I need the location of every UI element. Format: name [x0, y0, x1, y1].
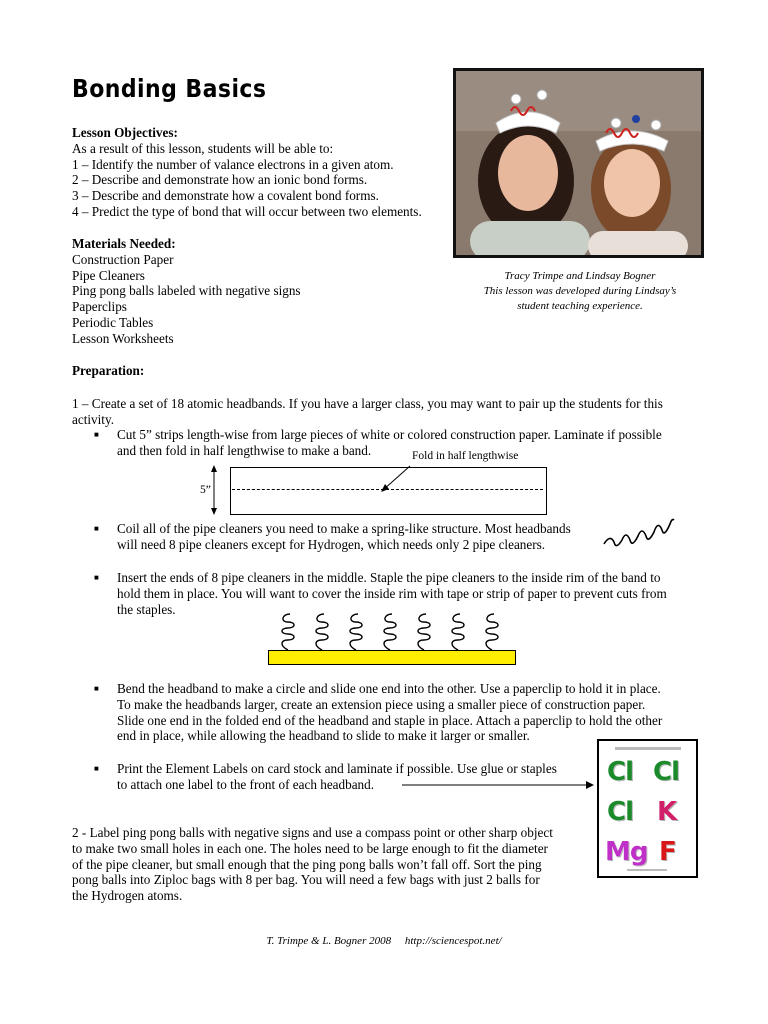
dimension-arrow-top [211, 465, 217, 472]
materials-section [72, 236, 452, 347]
fold-label: Fold in half lengthwise [412, 450, 519, 462]
material-item: Ping pong balls labeled with negative signs [72, 283, 301, 299]
fold-line [232, 489, 543, 490]
objective-item: 2 – Describe and demonstrate how an ionic bond forms. [72, 172, 368, 188]
preparation-heading: Preparation: [72, 363, 145, 378]
objective-item: 4 – Predict the type of bond that will occur between two elements. [72, 203, 422, 219]
bullet-line: Cut 5” strips length-wise from large pieces of white or colored construction paper. Laminate if possible [117, 427, 662, 442]
element-label-k: K [657, 797, 677, 827]
bullet-line: Print the Element Labels on card stock and laminate if possible. Use glue or staples [117, 761, 557, 776]
prep-step-1 [72, 396, 712, 428]
objectives-intro: As a result of this lesson, students will be able to: [72, 140, 334, 156]
prep-step-line: activity. [72, 411, 114, 427]
footer-url[interactable]: http://sciencespot.net/ [404, 935, 502, 947]
footer-authors: T. Trimpe & L. Bogner 2008 [266, 935, 392, 947]
element-label-cl: Cl [653, 757, 679, 787]
bullet-line: Coil all of the pipe cleaners you need to make a spring-like structure. Most headbands [117, 521, 571, 536]
element-label-cl: Cl [607, 757, 633, 787]
bullet-line: end in place, while allowing the headband to slide to make it larger or smaller. [117, 728, 530, 744]
objective-item: 3 – Describe and demonstrate how a covalent bond forms. [72, 188, 379, 204]
bullet-icon: ■ [94, 764, 99, 773]
caption-line: student teaching experience. [517, 300, 643, 313]
material-item: Periodic Tables [72, 314, 154, 330]
materials-heading: Materials Needed: [72, 236, 176, 251]
bullet-line: Slide one end in the folded end of the headband and staple in place. Attach a paperclip to hold the other [117, 712, 663, 728]
prep-step-line: pong balls into Ziploc bags with 8 per bag. You will need a few bags with just 2 balls for [72, 872, 540, 888]
bullet-icon: ■ [94, 573, 99, 582]
caption-line: This lesson was developed during Lindsay’s [483, 285, 677, 298]
element-label-mg: Mg [605, 837, 648, 867]
objectives-section [72, 125, 452, 220]
material-item: Lesson Worksheets [72, 330, 174, 346]
material-item: Paperclips [72, 299, 127, 315]
bullet-line: hold them in place. You will want to cover the inside rim with tape or strip of paper to prevent cuts from [117, 585, 667, 601]
element-label-cl: Cl [607, 797, 633, 827]
label-sheet-header [615, 747, 681, 750]
label-sheet-footer [627, 869, 667, 871]
bullet-line: and then fold in half lengthwise to make a band. [117, 442, 372, 458]
prep-step-line: to make two small holes in each one. The holes need to be large enough to fit the diameter [72, 840, 548, 856]
pipe-cleaners-diagram [268, 610, 518, 652]
bullet-icon: ■ [94, 684, 99, 693]
prep-step-line: of the pipe cleaner, but small enough that the ping pong balls won’t fall off. Sort the ping [72, 856, 542, 872]
material-item: Pipe Cleaners [72, 267, 145, 283]
bullet-line: To make the headbands larger, create an extension piece using a smaller piece of construction paper. [117, 696, 646, 712]
prep-step-line: 1 – Create a set of 18 atomic headbands. If you have a larger class, you may want to pair up the students for this [72, 396, 663, 411]
bullet-icon: ■ [94, 524, 99, 533]
page-title: Bonding Basics [72, 74, 267, 103]
bullet-icon: ■ [94, 430, 99, 439]
headband-bar [268, 650, 516, 665]
bullet-coil [117, 521, 607, 553]
bullet-line: Bend the headband to make a circle and slide one end into the other. Use a paperclip to hold it in place. [117, 681, 661, 696]
label-arrow [400, 778, 596, 792]
objectives-heading: Lesson Objectives: [72, 125, 178, 140]
dimension-label: 5” [200, 484, 211, 496]
element-labels-image [597, 739, 698, 878]
photo-caption [455, 269, 705, 315]
bullet-line: to attach one label to the front of each headband. [117, 776, 375, 792]
paper-strip [230, 467, 547, 515]
bullet-bend [117, 681, 717, 744]
material-item: Construction Paper [72, 251, 174, 267]
prep-step-line: the Hydrogen atoms. [72, 888, 183, 904]
page-footer [0, 935, 768, 947]
dimension-arrow-bottom [211, 508, 217, 515]
bullet-line: Insert the ends of 8 pipe cleaners in the middle. Staple the pipe cleaners to the inside rim of the band to [117, 570, 661, 585]
prep-step-2 [72, 825, 592, 904]
prep-step-line: 2 - Label ping pong balls with negative signs and use a compass point or other sharp object [72, 825, 553, 840]
bullet-line: will need 8 pipe cleaners except for Hydrogen, which needs only 2 pipe cleaners. [117, 536, 546, 552]
caption-line: Tracy Trimpe and Lindsay Bogner [504, 270, 656, 282]
element-label-f: F [659, 837, 676, 867]
teachers-photo [453, 68, 704, 258]
bullet-line: the staples. [117, 601, 176, 617]
objective-item: 1 – Identify the number of valance electrons in a given atom. [72, 156, 394, 172]
coil-icon [600, 512, 680, 554]
